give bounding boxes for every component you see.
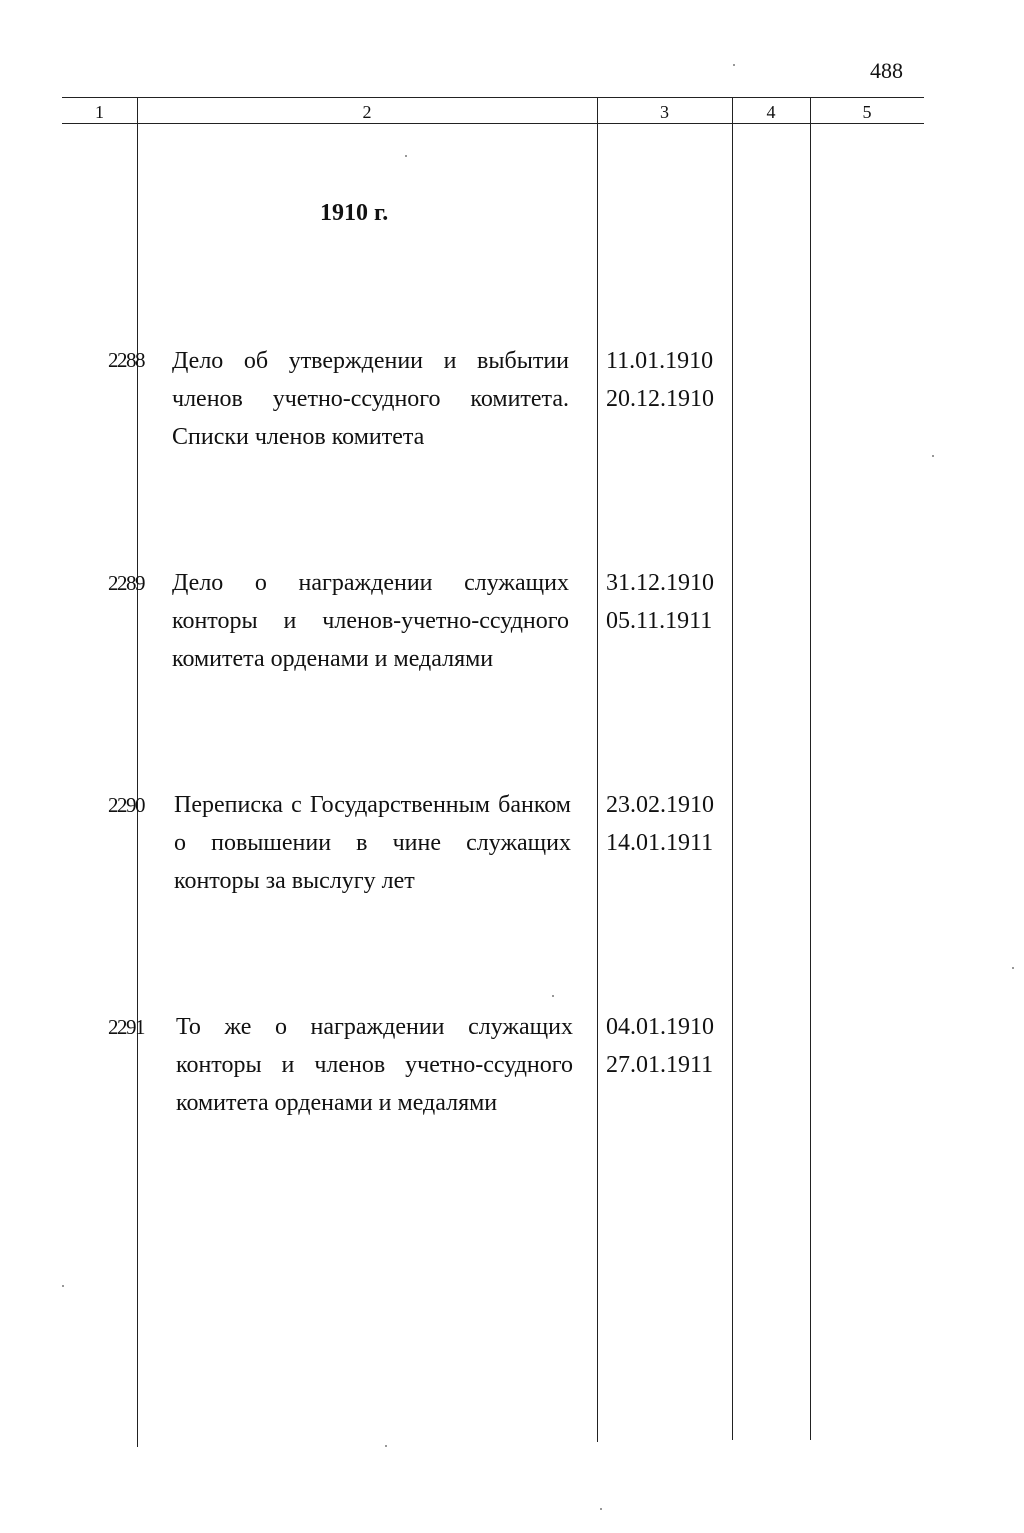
date-end: 20.12.1910 xyxy=(606,386,714,412)
column-divider-2-3 xyxy=(597,97,598,1442)
column-header-5: 5 xyxy=(862,102,872,122)
date-start: 31.12.1910 xyxy=(606,570,714,596)
entry-dates xyxy=(606,342,728,418)
entry-dates xyxy=(606,786,728,862)
column-header-2: 2 xyxy=(362,102,372,122)
entry-title: Переписка с Государственным банком о повышении в чине служащих конторы за выслугу лет xyxy=(174,792,571,894)
entry-number: 2289 xyxy=(108,571,144,595)
entry-number: 2288 xyxy=(108,348,144,372)
column-divider-1-2 xyxy=(137,97,138,1447)
date-end: 27.01.1911 xyxy=(606,1052,714,1078)
column-header-1: 1 xyxy=(95,102,104,122)
entry-number: 2290 xyxy=(108,793,144,817)
entry-title: Дело о награждении служащих конторы и членов-учетно-ссудного комитета орденами и медалями xyxy=(172,570,569,672)
date-start: 23.02.1910 xyxy=(606,792,714,818)
column-header-4: 4 xyxy=(766,102,776,122)
column-divider-4-5 xyxy=(810,97,811,1440)
table-top-rule xyxy=(62,97,924,98)
scan-speck xyxy=(733,64,735,66)
date-start: 04.01.1910 xyxy=(606,1014,714,1040)
year-heading: 1910 г. xyxy=(320,200,389,226)
entry-title: Дело об утверждении и выбытии членов учетно-ссудного комитета. Списки членов комитета xyxy=(172,348,569,450)
column-divider-3-4 xyxy=(732,97,733,1440)
date-end: 14.01.1911 xyxy=(606,830,714,856)
scan-speck xyxy=(405,155,407,157)
date-start: 11.01.1910 xyxy=(606,348,714,374)
page-number: 488 xyxy=(870,58,903,83)
entry-title: То же о награждении служащих конторы и членов учетно-ссудного комитета орденами и медалями xyxy=(176,1014,573,1116)
column-header-3: 3 xyxy=(660,102,669,122)
scan-speck xyxy=(552,995,554,997)
entry-dates xyxy=(606,564,728,640)
table-header-bottom-rule xyxy=(62,123,924,124)
date-end: 05.11.1911 xyxy=(606,608,713,634)
scan-speck xyxy=(62,1285,64,1287)
entry-number: 2291 xyxy=(108,1015,144,1039)
scan-speck xyxy=(600,1508,602,1510)
scan-speck xyxy=(1012,967,1014,969)
entry-dates xyxy=(606,1008,728,1084)
scan-speck xyxy=(385,1445,387,1447)
scan-speck xyxy=(932,455,934,457)
